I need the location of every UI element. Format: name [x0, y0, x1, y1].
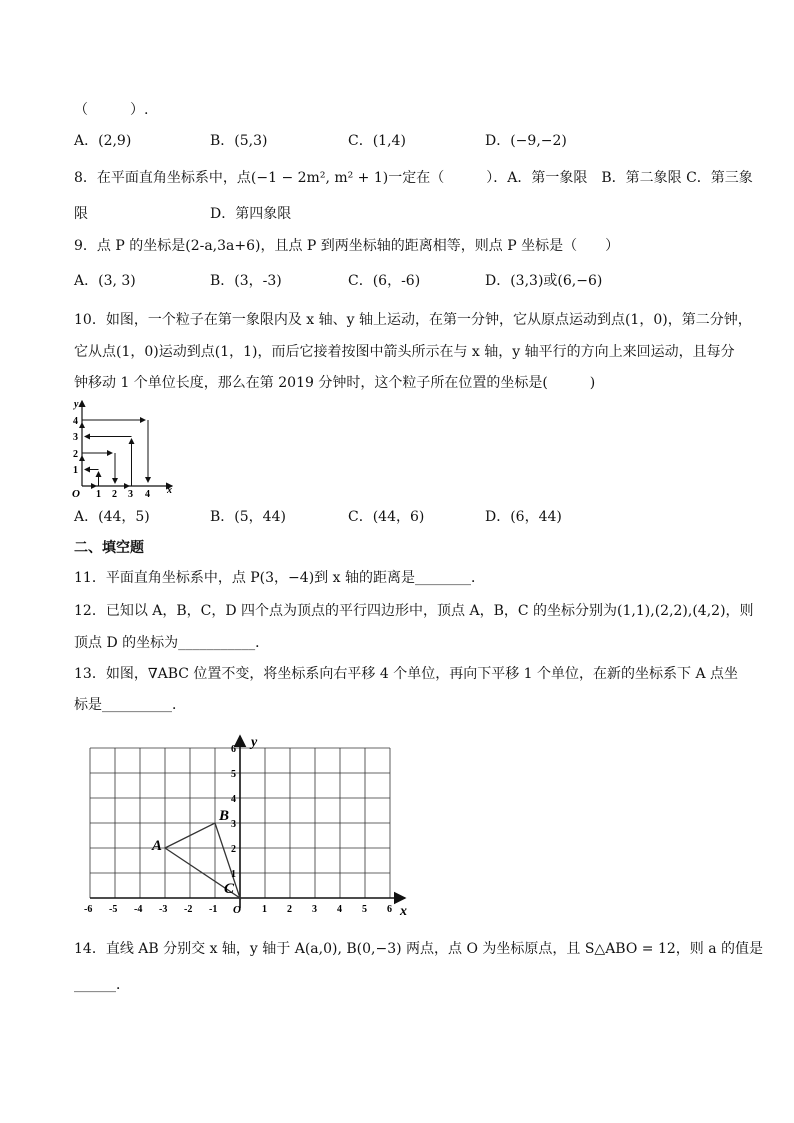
q9-option-a: A．(3, 3): [74, 273, 136, 289]
section-heading-fill-blank: 二、填空题: [74, 540, 144, 556]
question-13-line-1: 13．如图，∇ABC 位置不变，将坐标系向右平移 4 个单位，再向下平移 1 个单位，在新的坐标系下 A 点坐: [74, 666, 739, 682]
fig10-x-tick: 2: [112, 489, 117, 500]
fig13-x-tick: 4: [337, 904, 342, 915]
question-9: 9．点 P 的坐标是(2-a,3a+6)，且点 P 到两坐标轴的距离相等，则点 P 坐标是（ ）: [74, 238, 620, 254]
q10-option-d: D．(6，44): [485, 509, 562, 525]
question-8: [74, 168, 753, 188]
q8-text-2: 一定在（ ）．A．第一象限 B．第二象限 C．第三象: [388, 170, 753, 186]
q7-option-a: A．(2,9): [74, 133, 132, 149]
fig13-x-tick: 1: [262, 904, 267, 915]
fig13-y-tick: 6: [231, 744, 236, 755]
fig13-origin: O: [233, 904, 241, 916]
fig10-x-tick: 4: [145, 489, 150, 500]
fig13-x-tick: 3: [312, 904, 317, 915]
fig13-x-tick: -6: [84, 904, 93, 915]
fig10-x-tick: 3: [128, 489, 133, 500]
fig10-y-tick: 3: [73, 432, 78, 443]
question-14-line-1: 14．直线 AB 分别交 x 轴，y 轴于 A(a,0), B(0,−3) 两点，点 O 为坐标原点，且 S△ABO = 12，则 a 的值是: [74, 941, 764, 957]
q10-option-c: C．(44，6): [348, 509, 425, 525]
question-12-line-1: 12．已知以 A，B，C，D 四个点为顶点的平行四边形中，顶点 A，B，C 的坐标分别为(1,1),(2,2),(4,2)，则: [74, 603, 754, 619]
question-13-line-2: 标是__________．: [74, 697, 186, 713]
fig13-x-tick: 5: [362, 904, 367, 915]
fig13-x-tick: 6: [387, 904, 392, 915]
q7-option-b: B．(5,3): [210, 133, 268, 149]
fig13-x-tick: -4: [134, 904, 143, 915]
fig10-y-tick: 2: [73, 449, 78, 460]
fig10-origin: O: [72, 488, 80, 500]
fig13-x-tick: 2: [287, 904, 292, 915]
fig13-x-tick: -1: [209, 904, 218, 915]
q8-continuation: 限: [74, 206, 88, 222]
q9-option-b: B．(3，-3): [210, 273, 282, 289]
question-7-tail: （ ）.: [74, 102, 149, 118]
q8-option-d: D．第四象限: [210, 206, 292, 222]
fig13-y-tick: 3: [231, 819, 236, 830]
q7-option-c: C．(1,4): [348, 133, 406, 149]
fig13-point-b-label: B: [219, 808, 230, 824]
fig13-x-tick: -2: [184, 904, 193, 915]
fig13-point-a-label: A: [152, 838, 163, 854]
fig10-y-label: y: [74, 399, 79, 410]
fig10-x-label: x: [167, 485, 172, 496]
fig13-x-tick: -5: [109, 904, 118, 915]
fig13-point-c-label: C: [224, 881, 235, 897]
q10-option-a: A．(44，5): [74, 509, 150, 525]
fig10-x-tick: 1: [96, 489, 101, 500]
q8-point: (−1 − 2m², m² + 1): [250, 170, 389, 186]
fig13-y-tick: 5: [231, 769, 236, 780]
q10-option-b: B．(5，44): [210, 509, 286, 525]
question-10-line-2: 它从点(1，0)运动到点(1，1)，而后它接着按图中箭头所示在与 x 轴，y 轴平行的方向上来回运动，且每分: [74, 344, 735, 360]
triangle-grid-figure: [80, 730, 420, 920]
fig10-y-tick: 4: [73, 416, 78, 427]
fig13-y-tick: 4: [231, 794, 236, 805]
fig13-y-tick: 2: [231, 844, 236, 855]
q9-option-d: D．(3,3)或(6,−6): [485, 273, 603, 289]
question-14-line-2: ______．: [74, 977, 130, 993]
question-11: 11．平面直角坐标系中，点 P(3，−4)到 x 轴的距离是________．: [74, 570, 485, 586]
particle-path-figure: [68, 395, 188, 501]
fig13-x-label: x: [400, 904, 407, 919]
question-10-line-3: 钟移动 1 个单位长度，那么在第 2019 分钟时，这个粒子所在位置的坐标是( ): [74, 375, 596, 391]
fig13-y-label: y: [251, 735, 258, 750]
question-10-line-1: 10．如图，一个粒子在第一象限内及 x 轴、y 轴上运动，在第一分钟，它从原点运动到点(1，0)，第二分钟，: [74, 312, 752, 328]
q7-option-d: D．(−9,−2): [485, 133, 567, 149]
q8-text-1: 8．在平面直角坐标系中，点: [74, 170, 251, 186]
fig13-x-tick: -3: [159, 904, 168, 915]
fig13-y-tick: 1: [231, 869, 236, 880]
fig10-y-tick: 1: [73, 465, 78, 476]
q9-option-c: C．(6，-6): [348, 273, 421, 289]
question-12-line-2: 顶点 D 的坐标为___________．: [74, 635, 270, 651]
